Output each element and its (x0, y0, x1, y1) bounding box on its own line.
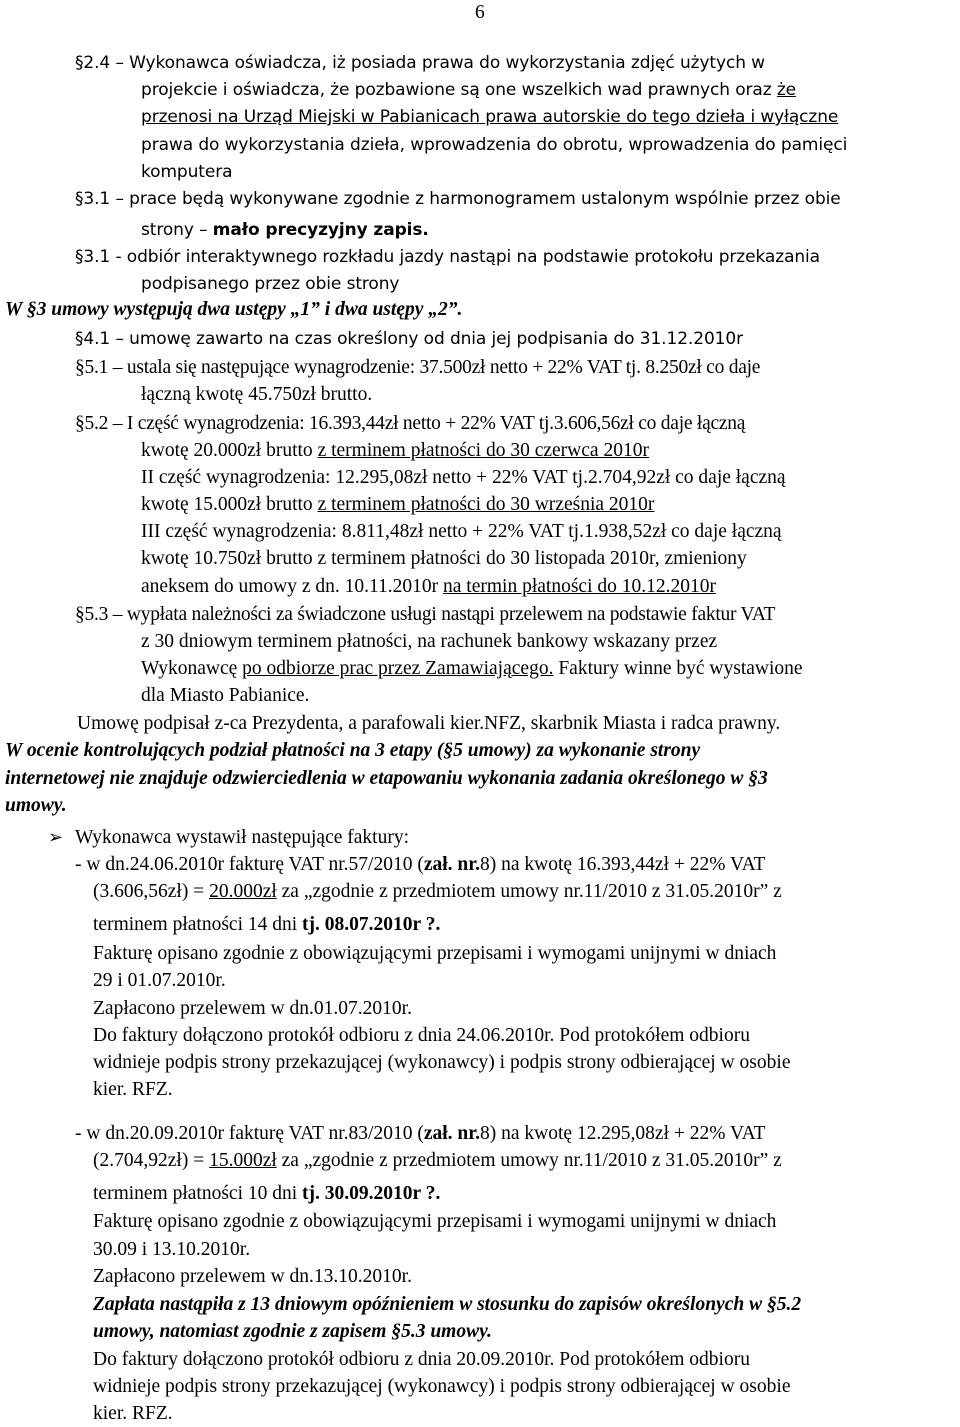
text-span: Wykonawcę (141, 658, 243, 679)
underlined-text: po odbiorze prac przez Zamawiającego. (242, 658, 554, 679)
bold-text: zał. nr. (423, 854, 480, 875)
text-span: - w dn.20.09.2010r fakturę VAT nr.83/2010 ( (75, 1123, 424, 1144)
text-line: podpisanego przez obie strony (141, 274, 400, 294)
text-span: terminem płatności 10 dni (93, 1183, 303, 1204)
text-span: terminem płatności 14 dni (93, 914, 303, 935)
page-number: 6 (475, 2, 485, 23)
bold-text: zał. nr. (423, 1123, 480, 1144)
text-line: kier. RFZ. (93, 1403, 173, 1424)
underlined-text: 15.000zł (209, 1150, 277, 1171)
text-line (141, 437, 960, 464)
text-span: 8) na kwotę 12.295,08zł + 22% VAT (479, 1123, 766, 1144)
underlined-line: przenosi na Urząd Miejski w Pabianicach prawa autorskie do tego dzieła i wyłączne (141, 107, 839, 127)
text-line: Zapłata nastąpiła z 13 dniowym opóźnieniem w stosunku do zapisów określonych w §5.2 (93, 1294, 802, 1315)
text-line: widnieje podpis strony przekazującej (wykonawcy) i podpis strony odbierającej w osobie (93, 1052, 791, 1073)
text-line (141, 217, 960, 244)
text-line (141, 77, 960, 104)
text-line (141, 491, 960, 518)
text-span: projekcie i oświadcza, że pozbawione są one wszelkich wad prawnych oraz (141, 80, 777, 100)
text-line: umowy. (5, 795, 67, 816)
text-line (93, 878, 960, 905)
text-line: §3.1 – prace będą wykonywane zgodnie z harmonogramem ustalonym wspólnie przez obie (75, 189, 841, 209)
text-span: 8) na kwotę 16.393,44zł + 22% VAT (479, 854, 766, 875)
note-paragraph-3: W §3 umowy występują dwa ustępy „1” i dwa ustępy „2”. (5, 299, 463, 320)
underlined-text: z terminem płatności do 30 września 2010r (317, 494, 655, 515)
text-span: - w dn.24.06.2010r fakturę VAT nr.57/2010 ( (75, 854, 424, 875)
text-line: 30.09 i 13.10.2010r. (93, 1239, 251, 1260)
text-line: kwotę 10.750zł brutto z terminem płatności do 30 listopada 2010r, zmieniony (141, 548, 747, 569)
text-line: 29 i 01.07.2010r. (93, 970, 226, 991)
text-line: §2.4 – Wykonawca oświadcza, iż posiada prawa do wykorzystania zdjęć użytych w (75, 53, 765, 73)
text-span: strony – (141, 220, 213, 240)
text-line: kier. RFZ. (93, 1079, 173, 1100)
text-span: kwotę 20.000zł brutto (141, 440, 318, 461)
text-line: Wykonawca wystawił następujące faktury: (75, 827, 409, 848)
text-span: kwotę 15.000zł brutto (141, 494, 318, 515)
text-span: Faktury winne być wystawione (553, 658, 803, 679)
text-line (141, 655, 960, 682)
text-line: W ocenie kontrolujących podział płatności na 3 etapy (§5 umowy) za wykonanie strony (5, 740, 701, 761)
text-line: prawa do wykorzystania dzieła, wprowadzenia do obrotu, wprowadzenia do pamięci (141, 135, 848, 155)
arrow-bullet-icon: ➢ (48, 827, 64, 847)
text-line: Zapłacono przelewem w dn.13.10.2010r. (93, 1266, 412, 1287)
bold-text: tj. 30.09.2010r ?. (302, 1183, 441, 1204)
text-line (75, 851, 960, 878)
text-line: z 30 dniowym terminem płatności, na rachunek bankowy wskazany przez (141, 631, 718, 652)
text-line (75, 1120, 960, 1147)
text-line: Zapłacono przelewem w dn.01.07.2010r. (93, 998, 412, 1019)
text-span: za „zgodnie z przedmiotem umowy nr.11/2010 z 31.05.2010r” z (276, 1150, 782, 1171)
signed-paragraph: Umowę podpisał z-ca Prezydenta, a parafowali kier.NFZ, skarbnik Miasta i radca prawny. (77, 713, 781, 734)
text-line (93, 911, 960, 938)
text-line: widnieje podpis strony przekazującej (wykonawcy) i podpis strony odbierającej w osobie (93, 1376, 791, 1397)
text-line: Do faktury dołączono protokół odbioru z dnia 20.09.2010r. Pod protokółem odbioru (93, 1349, 750, 1370)
text-line: internetowej nie znajduje odzwierciedlenia w etapowaniu wykonania zadania określonego w §3 (5, 768, 768, 789)
text-span: (3.606,56zł) = (93, 881, 210, 902)
text-line: §5.1 – ustala się następujące wynagrodzenie: 37.500zł netto + 22% VAT tj. 8.250zł co daje (75, 357, 761, 378)
text-line: II część wynagrodzenia: 12.295,08zł netto + 22% VAT tj.2.704,92zł co daje łączną (141, 467, 786, 488)
text-line: §5.2 – I część wynagrodzenia: 16.393,44zł netto + 22% VAT tj.3.606,56zł co daje łączną (75, 413, 746, 434)
text-span: (2.704,92zł) = (93, 1150, 210, 1171)
text-line: komputera (141, 162, 233, 182)
text-span: za „zgodnie z przedmiotem umowy nr.11/2010 z 31.05.2010r” z (276, 881, 782, 902)
text-line: Fakturę opisano zgodnie z obowiązującymi przepisami i wymogami unijnymi w dniach (93, 943, 777, 964)
text-line: §3.1 - odbiór interaktywnego rozkładu jazdy nastąpi na podstawie protokołu przekazania (75, 247, 820, 267)
text-line: dla Miasto Pabianice. (141, 685, 310, 706)
bold-remark: mało precyzyjny zapis. (212, 220, 429, 240)
section-4-1: §4.1 – umowę zawarto na czas określony od dnia jej podpisania do 31.12.2010r (75, 329, 743, 349)
text-line (141, 573, 960, 600)
text-span: aneksem do umowy z dn. 10.11.2010r (141, 576, 444, 597)
bold-text: tj. 08.07.2010r ?. (302, 914, 441, 935)
text-line: umowy, natomiast zgodnie z zapisem §5.3 umowy. (93, 1321, 492, 1342)
text-line: §5.3 – wypłata należności za świadczone usługi nastąpi przelewem na podstawie faktur VAT (75, 604, 776, 625)
underlined-text: z terminem płatności do 30 czerwca 2010r (317, 440, 649, 461)
underlined-text: że (776, 80, 797, 100)
text-line: III część wynagrodzenia: 8.811,48zł netto + 22% VAT tj.1.938,52zł co daje łączną (141, 521, 782, 542)
underlined-text: na termin płatności do 10.12.2010r (443, 576, 716, 597)
text-line: Fakturę opisano zgodnie z obowiązującymi przepisami i wymogami unijnymi w dniach (93, 1211, 777, 1232)
text-line (93, 1180, 960, 1207)
underlined-text: 20.000zł (209, 881, 277, 902)
text-line (93, 1147, 960, 1174)
text-line: Do faktury dołączono protokół odbioru z dnia 24.06.2010r. Pod protokółem odbioru (93, 1025, 750, 1046)
text-line: łączną kwotę 45.750zł brutto. (141, 384, 373, 405)
